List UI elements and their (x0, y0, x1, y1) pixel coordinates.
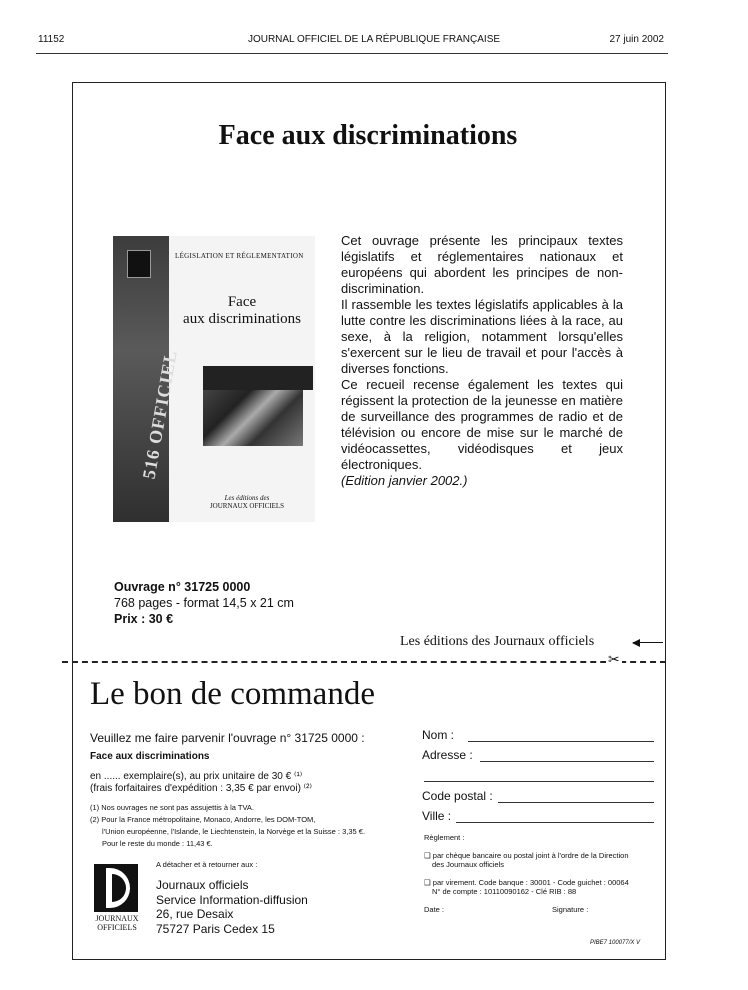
cover-title-line1: Face (227, 294, 257, 310)
cover-spine (113, 236, 181, 522)
payment-transfer-option[interactable]: ❑ par virement. Code banque : 30001 - Code guichet : 00064 (424, 878, 629, 887)
description-paragraph: Il rassemble les textes législatifs applicables à la lutte contre les discriminations liées à la race, au sexe, à la religion, notamment lorsqu'elles s'exercent sur le lieu de travail et pour l'accès à diverses fonctions. (341, 297, 623, 376)
footnote-2-cont: l'Union européenne, l'Islande, le Liechtenstein, la Norvège et la Suisse : 3,35 €. (102, 827, 366, 836)
book-description (341, 233, 623, 489)
return-address (156, 878, 308, 936)
code-postal-label: Code postal : (422, 789, 493, 803)
footnote-1: (1) Nos ouvrages ne sont pas assujettis à la TVA. (90, 803, 254, 812)
address-line: 26, rue Desaix (156, 907, 234, 921)
journal-title: JOURNAL OFFICIEL DE LA RÉPUBLIQUE FRANÇAISE (247, 34, 501, 45)
order-title: Le bon de commande (90, 676, 375, 712)
adresse-field[interactable] (480, 761, 654, 762)
ville-field[interactable] (456, 822, 654, 823)
issue-date: 27 juin 2002 (609, 34, 664, 45)
address-line: Journaux officiels (156, 878, 249, 892)
cover-publisher-line1: Les éditions des (224, 494, 270, 502)
cover-publisher (205, 494, 289, 510)
cover-publisher-line2: JOURNAUX OFFICIELS (209, 502, 285, 510)
cover-series: LÉGISLATION ET RÉGLEMENTATION (175, 252, 304, 260)
book-reference (114, 579, 294, 627)
address-line: Service Information-diffusion (156, 892, 308, 907)
jo-logo-icon (127, 250, 151, 278)
arrow-left-icon (633, 642, 663, 643)
ville-label: Ville : (422, 809, 452, 823)
cover-photo-band (203, 366, 313, 390)
cut-line (62, 661, 666, 663)
editions-line: Les éditions des Journaux officiels (400, 634, 595, 649)
ouvrage-number: Ouvrage n° 31725 0000 (114, 580, 251, 594)
description-paragraph: Cet ouvrage présente les principaux textes législatifs et réglementaires nationaux et européens qui abordent les principes de non-discrimination. (341, 233, 623, 296)
logo-text-2: OFFICIELS (97, 923, 137, 932)
footnote-2: (2) Pour la France métropolitaine, Monaco, Andorre, les DOM-TOM, (90, 815, 316, 824)
book-format: 768 pages - format 14,5 x 21 cm (114, 596, 294, 610)
date-label: Date : (424, 905, 445, 914)
footnote-2-world: Pour le reste du monde : 11,43 €. (102, 839, 213, 848)
book-price: Prix : 30 € (114, 612, 174, 626)
nom-label: Nom : (422, 728, 455, 742)
order-book-title: Face aux discriminations (90, 751, 210, 762)
header-rule (36, 53, 668, 54)
adresse-label: Adresse : (422, 748, 473, 762)
ad-title: Face aux discriminations (218, 120, 518, 151)
code-postal-field[interactable] (498, 802, 654, 803)
logo-text (92, 914, 142, 932)
signature-label: Signature : (552, 905, 589, 914)
payment-transfer-details: N° de compte : 10110090162 - Clé RIB : 88 (432, 887, 577, 896)
description-paragraph: Ce recueil recense également les textes qui régissent la protection de la jeunesse en matière de surveillance des programmes de radio et de télévision ou encore de mise sur le marché de vidéocassettes, vidéodisques et jeux électroniques. (341, 377, 623, 472)
nom-field[interactable] (468, 741, 654, 742)
scissors-icon: ✂ (608, 651, 620, 667)
journaux-officiels-logo (94, 864, 140, 934)
adresse-field-2[interactable] (424, 781, 654, 782)
page-header (0, 34, 748, 50)
address-line: 75727 Paris Cedex 15 (156, 921, 275, 936)
book-cover (113, 236, 315, 522)
fees-line: (frais forfaitaires d'expédition : 3,35 € par envoi) ⁽²⁾ (90, 783, 312, 794)
cover-title (169, 294, 315, 328)
logo-text-1: JOURNAUX (95, 914, 139, 923)
page-number: 11152 (38, 34, 65, 45)
payment-cheque-option[interactable]: ❑ par chèque bancaire ou postal joint à l'ordre de la Direction (424, 851, 629, 860)
order-request: Veuillez me faire parvenir l'ouvrage n° 31725 0000 : (90, 731, 365, 745)
edition-note: (Edition janvier 2002.) (341, 473, 468, 488)
cover-title-line2: aux discriminations (183, 311, 301, 327)
detach-instruction: A détacher et à retourner aux : (156, 860, 258, 869)
spine-text: 516 OFFICIEL (138, 348, 181, 481)
print-code: PIBE7 100077/X V (590, 940, 641, 946)
quantity-line[interactable]: en ...... exemplaire(s), au prix unitaire de 30 € ⁽¹⁾ (90, 771, 303, 782)
payment-cheque-cont: des Journaux officiels (432, 860, 504, 869)
reglement-label: Règlement : (424, 833, 465, 842)
